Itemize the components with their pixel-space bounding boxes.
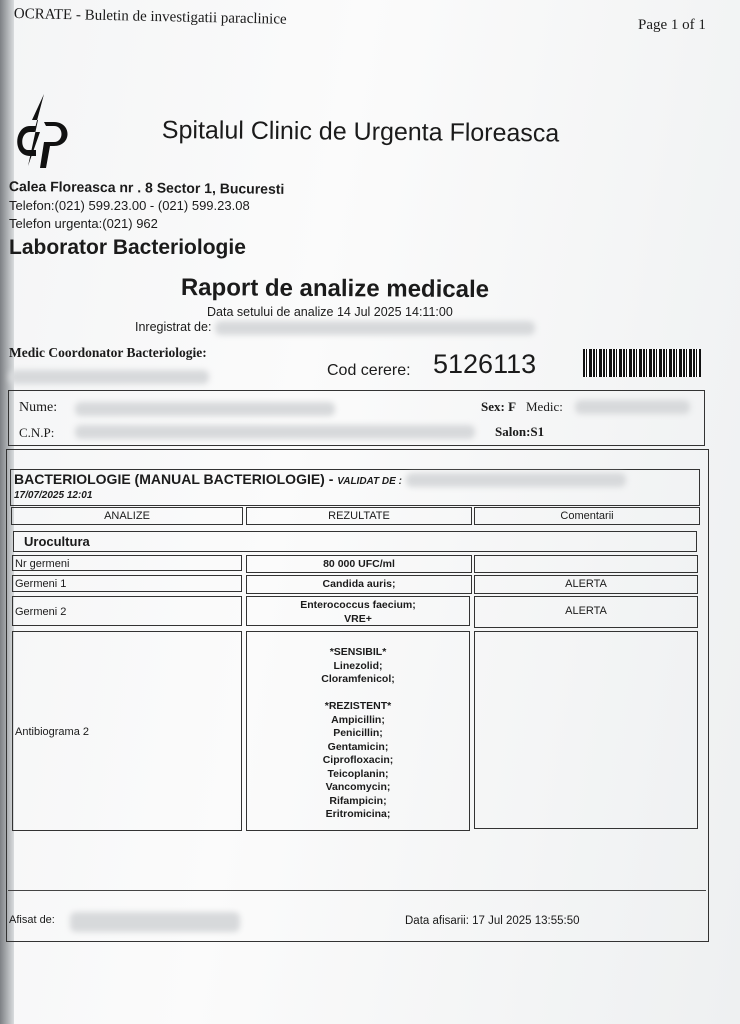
set-date: Data setului de analize 14 Jul 2025 14:11:00 — [207, 305, 453, 319]
page-number: Page 1 of 1 — [638, 17, 706, 33]
table-row-name: Nr germeni — [12, 555, 242, 571]
result-line: *REZISTENT* — [324, 700, 392, 712]
result-line: *SENSIBIL* — [329, 646, 387, 658]
table-row-name: Germeni 2 — [12, 596, 242, 626]
registered-label: Inregistrat de: — [135, 320, 212, 334]
result-line: Eritromicina; — [325, 808, 391, 820]
section-title — [14, 471, 626, 487]
result-line: Enterococcus faecium; — [300, 599, 416, 611]
column-header-comentarii: Comentarii — [474, 507, 700, 525]
section-title-text: BACTERIOLOGIE (MANUAL BACTERIOLOGIE) - — [14, 471, 334, 487]
column-header-analize: ANALIZE — [11, 507, 243, 525]
hospital-logo-icon — [10, 92, 72, 168]
result-line: Cloramfenicol; — [321, 673, 395, 685]
table-row-comment — [474, 555, 698, 573]
hospital-name: Spitalul Clinic de Urgenta Floreasca — [161, 116, 560, 148]
redacted-registrar — [215, 321, 535, 335]
redacted-coordinator — [9, 370, 209, 389]
table-row-comment: ALERTA — [474, 596, 698, 628]
table-row-result — [246, 631, 470, 831]
medic-label: Medic: — [526, 399, 563, 414]
hospital-phone: Telefon:(021) 599.23.00 - (021) 599.23.08 — [9, 198, 250, 213]
result-line: Gentamicin; — [327, 740, 389, 753]
validated-label: VALIDAT DE : — [337, 476, 402, 487]
hospital-emergency-phone: Telefon urgenta:(021) 962 — [9, 216, 158, 231]
hospital-address: Calea Floreasca nr . 8 Sector 1, Bucuresti — [8, 178, 285, 197]
result-line: Ciprofloxacin; — [322, 754, 394, 766]
redacted-shown-by — [70, 912, 240, 932]
barcode — [583, 349, 701, 377]
coordinator-label: Medic Coordonator Bacteriologie: — [9, 345, 207, 360]
redacted-patient-name — [75, 402, 335, 416]
result-line: VRE+ — [344, 612, 372, 625]
redacted-validator — [406, 473, 626, 487]
result-line — [247, 687, 469, 701]
redacted-cnp — [75, 425, 475, 439]
report-title: Raport de analize medicale — [180, 274, 490, 304]
patient-sex: Sex: F — [481, 399, 517, 414]
shown-by-label: Afisat de: — [9, 914, 55, 926]
footer-divider — [8, 890, 706, 891]
redacted-medic — [575, 400, 690, 414]
group-row — [13, 531, 697, 552]
request-label: Cod cerere: — [327, 362, 411, 379]
table-row-result: Candida auris; — [246, 575, 472, 594]
cnp-label: C.N.P: — [19, 425, 55, 440]
table-row-comment — [474, 631, 698, 829]
table-row-result: 80 000 UFC/ml — [246, 555, 472, 573]
table-row-name: Antibiograma 2 — [12, 631, 242, 831]
salon: Salon:S1 — [495, 424, 545, 439]
result-line: Teicoplanin; — [327, 767, 389, 780]
lab-name: Laborator Bacteriologie — [9, 236, 246, 259]
group-title: Urocultura — [24, 534, 90, 549]
column-header-rezultate: REZULTATE — [246, 507, 472, 525]
result-line: Ampicillin; — [331, 713, 385, 726]
shown-date: Data afisarii: 17 Jul 2025 13:55:50 — [405, 915, 580, 927]
result-line: Vancomycin; — [325, 781, 391, 793]
document-title: OCRATE - Buletin de investigatii paraclinice — [13, 6, 287, 28]
patient-name-label: Nume: — [19, 400, 58, 415]
table-row-name: Germeni 1 — [12, 575, 242, 592]
request-code: 5126113 — [433, 349, 537, 379]
table-row-result — [246, 596, 470, 626]
result-line: Penicillin; — [333, 727, 383, 739]
validated-date: 17/07/2025 12:01 — [14, 490, 93, 501]
result-line: Rifampicin; — [329, 794, 387, 807]
table-row-comment: ALERTA — [474, 575, 698, 594]
result-line: Linezolid; — [333, 659, 383, 672]
registered-by — [135, 320, 535, 335]
